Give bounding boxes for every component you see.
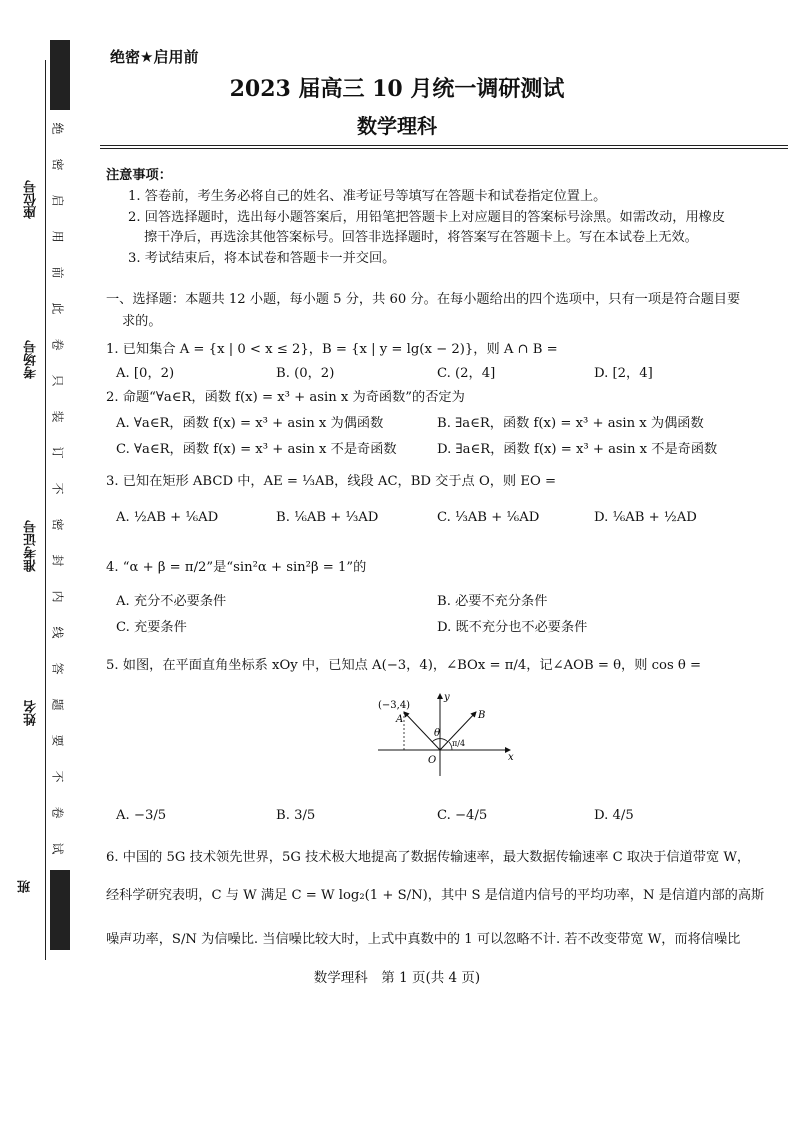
seal-char: 卷 bbox=[50, 338, 65, 351]
q3-option-c: C. ⅓AB + ⅙AD bbox=[437, 510, 540, 525]
seal-char: 用 bbox=[50, 230, 65, 243]
secret-mark: 绝密★启用前 bbox=[110, 48, 199, 66]
seal-char: 封 bbox=[50, 554, 65, 567]
exam-subtitle: 数学理科 bbox=[357, 114, 437, 138]
seal-char: 前 bbox=[50, 266, 65, 279]
binding-margin bbox=[0, 0, 90, 1000]
q2-option-d: D. ∃a∈R，函数 f(x) = x³ + asin x 不是奇函数 bbox=[437, 442, 718, 457]
q3-option-b: B. ⅙AB + ⅓AD bbox=[276, 510, 379, 525]
seal-char: 装 bbox=[50, 410, 65, 423]
seal-char: 要 bbox=[50, 734, 65, 747]
label-b: B bbox=[478, 710, 486, 721]
seal-char: 答 bbox=[50, 662, 65, 675]
notice-item-3: 3. 考试结束后，将本试卷和答题卡一并交回。 bbox=[128, 251, 396, 266]
seal-char: 不 bbox=[50, 482, 65, 495]
seat-label: 座位号 bbox=[24, 180, 39, 219]
seal-char: 密 bbox=[50, 518, 65, 531]
seal-char: 线 bbox=[50, 626, 65, 639]
q3-stem: 3. 已知在矩形 ABCD 中，AE = ⅓AB，线段 AC，BD 交于点 O，则 EO = bbox=[106, 474, 556, 489]
point-a-coord: (−3,4) bbox=[378, 700, 411, 711]
q3-option-d: D. ⅙AB + ½AD bbox=[594, 510, 697, 525]
seal-char: 题 bbox=[50, 698, 65, 711]
section-heading-cont: 求的。 bbox=[122, 314, 162, 329]
q5-option-b: B. 3/5 bbox=[276, 808, 316, 823]
seal-char: 内 bbox=[50, 590, 65, 603]
q4-option-d: D. 既不充分也不必要条件 bbox=[437, 620, 588, 635]
q4-option-c: C. 充要条件 bbox=[116, 620, 187, 635]
q4-stem: 4. “α + β = π/2”是“sin²α + sin²β = 1”的 bbox=[106, 560, 367, 575]
page-footer: 数学理科 第 1 页(共 4 页) bbox=[313, 970, 481, 986]
q2-option-b: B. ∃a∈R，函数 f(x) = x³ + asin x 为偶函数 bbox=[437, 416, 704, 431]
q1-option-c: C. (2，4] bbox=[437, 366, 496, 381]
q5-option-a: A. −3/5 bbox=[116, 808, 167, 823]
q6-line-2: 经科学研究表明，C 与 W 满足 C = W log₂(1 + S/N)，其中 S 是信道内信号的平均功率，N 是信道内部的高斯 bbox=[106, 888, 765, 903]
seal-char: 不 bbox=[50, 770, 65, 783]
q2-stem: 2. 命题“∀a∈R，函数 f(x) = x³ + asin x 为奇函数”的否定为 bbox=[106, 390, 465, 405]
class-label: 班 bbox=[18, 880, 33, 893]
q2-option-a: A. ∀a∈R，函数 f(x) = x³ + asin x 为偶函数 bbox=[116, 416, 384, 431]
notice-item-2: 2. 回答选择题时，选出每小题答案后，用铅笔把答题卡上对应题目的答案标号涂黑。如需改动，用橡皮 bbox=[128, 210, 726, 225]
header-rule bbox=[100, 145, 788, 146]
seal-char: 订 bbox=[50, 446, 65, 459]
q1-option-d: D. [2，4] bbox=[594, 366, 653, 381]
exam-room-label: 考场号 bbox=[24, 340, 39, 379]
header-rule-2 bbox=[100, 148, 788, 149]
label-pi4: π/4 bbox=[452, 739, 466, 748]
seal-char: 只 bbox=[50, 374, 65, 387]
label-x: x bbox=[508, 752, 514, 763]
seal-char: 启 bbox=[50, 194, 65, 207]
label-o: O bbox=[428, 755, 437, 766]
q3-option-a: A. ½AB + ⅙AD bbox=[116, 510, 219, 525]
q1-option-a: A. [0，2) bbox=[116, 366, 175, 381]
notice-item-1: 1. 答卷前，考生务必将自己的姓名、准考证号等填写在答题卡和试卷指定位置上。 bbox=[128, 189, 607, 204]
notice-heading: 注意事项： bbox=[106, 168, 172, 183]
notice-item-2-cont: 擦干净后，再选涂其他答案标号。回答非选择题时，将答案写在答题卡上。写在本试卷上无效。 bbox=[144, 230, 698, 245]
label-a: A bbox=[396, 714, 404, 725]
q5-stem: 5. 如图，在平面直角坐标系 xOy 中，已知点 A(−3，4)，∠BOx = π/4，记∠AOB = θ，则 cos θ = bbox=[106, 658, 702, 673]
exam-title: 2023 届高三 10 月统一调研测试 bbox=[229, 76, 565, 102]
section-heading: 一、选择题：本题共 12 小题，每小题 5 分，共 60 分。在每小题给出的四个选项中，只有一项是符合题目要 bbox=[106, 292, 741, 307]
q1-option-b: B. (0，2) bbox=[276, 366, 335, 381]
label-theta: θ bbox=[434, 728, 441, 739]
seal-char: 此 bbox=[50, 302, 65, 315]
q4-option-a: A. 充分不必要条件 bbox=[116, 594, 227, 609]
q5-figure bbox=[370, 690, 520, 780]
seal-char: 绝 bbox=[50, 122, 65, 135]
seal-char: 密 bbox=[50, 158, 65, 171]
ticket-number-label: 准考证号 bbox=[24, 520, 39, 572]
q5-option-c: C. −4/5 bbox=[437, 808, 488, 823]
q5-option-d: D. 4/5 bbox=[594, 808, 634, 823]
q4-option-b: B. 必要不充分条件 bbox=[437, 594, 548, 609]
seal-char: 试 bbox=[50, 842, 65, 855]
q6-line-1: 6. 中国的 5G 技术领先世界，5G 技术极大地提高了数据传输速率，最大数据传输速率 C 取决于信道带宽 W， bbox=[106, 850, 751, 865]
q2-option-c: C. ∀a∈R，函数 f(x) = x³ + asin x 不是奇函数 bbox=[116, 442, 397, 457]
name-label: 姓名 bbox=[24, 700, 39, 726]
seal-char: 卷 bbox=[50, 806, 65, 819]
q1-stem: 1. 已知集合 A = {x | 0 < x ≤ 2}，B = {x | y = lg(x − 2)}，则 A ∩ B = bbox=[106, 342, 558, 357]
seal-mark-bottom bbox=[50, 870, 70, 950]
label-y: y bbox=[444, 692, 450, 703]
binding-line bbox=[45, 60, 46, 960]
q6-line-3: 噪声功率，S/N 为信噪比. 当信噪比较大时，上式中真数中的 1 可以忽略不计. 若不改变带宽 W，而将信噪比 bbox=[106, 932, 741, 947]
